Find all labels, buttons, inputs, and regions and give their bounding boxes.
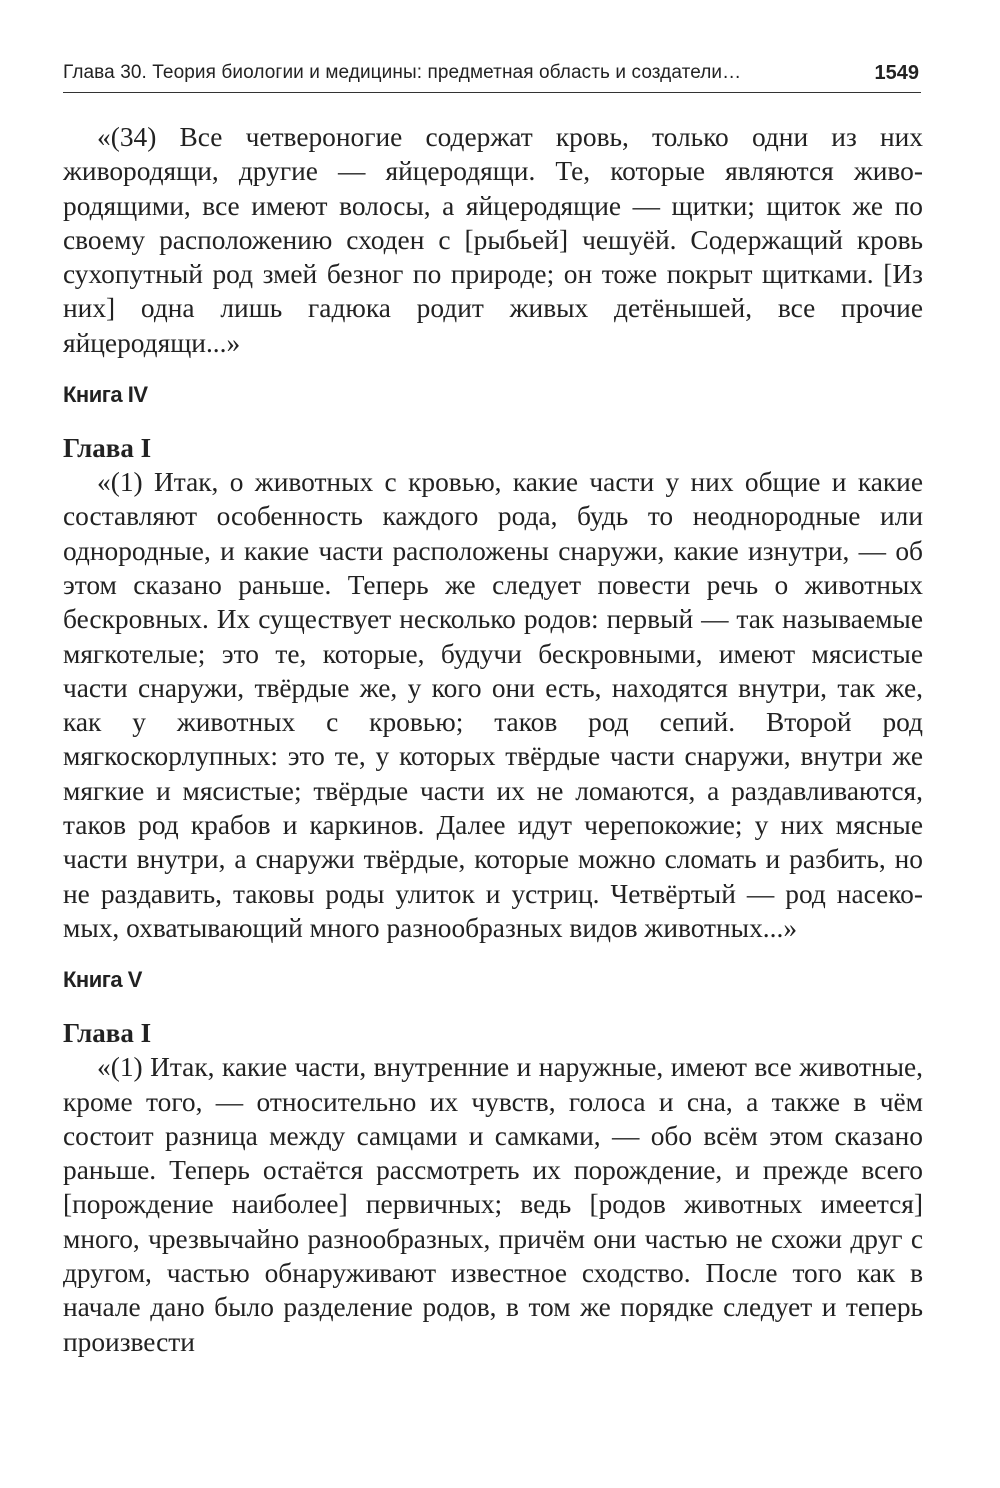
chapter-heading-book-v: Глава I: [63, 1018, 152, 1049]
page-body: [63, 120, 923, 1359]
book-heading-v: Книга V: [63, 967, 142, 993]
page-number: 1549: [874, 62, 919, 84]
quote-paragraph-book-iv: «(1) Итак, о животных с кровью, какие части у них общие и какие составляют особенность каждого рода, будь то неоднородные или однородные, и какие части расположены снаружи, какие изнутри, — об этом сказано раньше. Теперь же следует повести речь о животных бескровных. Их существует несколько родов: первый — так называемые мягкотелые; это те, которые, будучи бескровными, имеют мясистые части снаружи, твёрдые же, у кого они есть, находятся внутри, так же, как у животных с кровью; таков род сепий. Второй род мягкоскорлупных: это те, у которых твёрдые части снаружи, внутри же мягкие и мясистые; твёрдые части их не ломаются, а раздавливаются, таков род крабов и каркинов. Далее идут черепокожие; у них мясные части внутри, а снаружи твёрдые, которые можно сломать и разбить, но не раздавить, таковы роды улиток и устриц. Четвёртый — род насекомых, охватывающий много разнообразных видов животных...»: [63, 467, 923, 943]
quote-paragraph-book3: «(34) Все четвероногие содержат кровь, только одни из них живородящи, другие — яйцеродящи. Те, которые являются живородящими, все имеют волосы, а яйцеродящие — щитки; щиток же по своему расположению сходен с [рыбьей] чешуёй. Содержащий кровь сухопутный род змей безног по природе; он тоже покрыт щитками. [Из них] одна лишь гадюка родит живых детёнышей, все прочие яйцеродящи...»: [63, 122, 923, 358]
chapter-heading-book-iv: Глава I: [63, 433, 152, 464]
quote-paragraph-book-v: «(1) Итак, какие части, внутренние и наружные, имеют все животные, кроме того, — относительно их чувств, голоса и сна, а также в чём состоит разница между самцами и самками, — обо всём этом сказано раньше. Теперь остаётся рассмотреть их порождение, и прежде всего [порождение наиболее] первичных; ведь [родов животных имеется] много, чрезвычайно разнообразных, причём они частью не схожи друг с другом, частью обнаруживают известное сходство. После того как в начале дано было разделение родов, в том же порядке следует и теперь произвести: [63, 1052, 923, 1357]
running-header: [63, 58, 921, 93]
book-heading-iv: Книга IV: [63, 382, 148, 408]
running-header-title: Глава 30. Теория биологии и медицины: предметная область и создатели…: [63, 62, 742, 83]
